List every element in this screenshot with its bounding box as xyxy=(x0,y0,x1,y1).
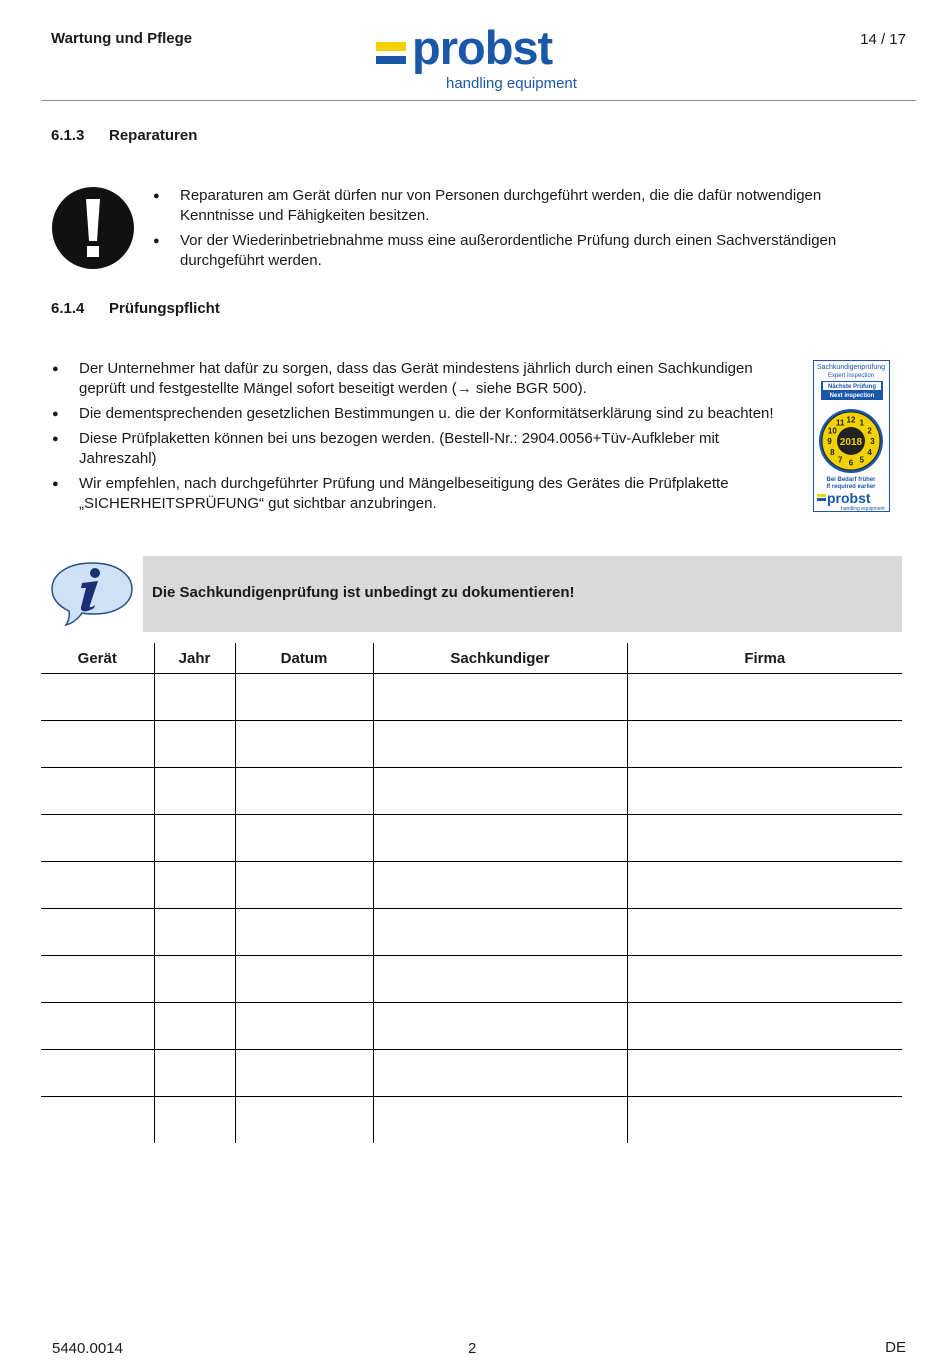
sticker-title: Sachkundigenprüfung xyxy=(816,364,886,371)
table-cell xyxy=(41,768,154,815)
footer-center-number: 2 xyxy=(468,1340,477,1357)
table-row xyxy=(41,768,902,815)
sticker-month-label: 9 xyxy=(827,437,832,446)
inspection-sticker xyxy=(813,360,890,512)
table-header-row xyxy=(41,643,902,674)
column-header-firma: Firma xyxy=(627,643,902,674)
table-cell xyxy=(41,1003,154,1050)
table-row xyxy=(41,1003,902,1050)
table-row xyxy=(41,674,902,721)
sticker-month-label: 3 xyxy=(870,437,875,446)
table-cell xyxy=(627,768,902,815)
footer-language: DE xyxy=(885,1339,906,1356)
table-row xyxy=(41,862,902,909)
table-cell xyxy=(41,909,154,956)
table-cell xyxy=(235,768,373,815)
sticker-month-label: 7 xyxy=(838,455,843,465)
table-cell xyxy=(373,1003,627,1050)
section-number-inspection: 6.1.4 xyxy=(51,300,85,317)
table-cell xyxy=(235,1003,373,1050)
table-cell xyxy=(373,721,627,768)
table-cell xyxy=(41,1097,154,1144)
probst-logo xyxy=(376,21,591,95)
logo-blue-bar xyxy=(376,56,406,64)
table-cell xyxy=(373,862,627,909)
list-item: ● Diese Prüfplaketten können bei uns bezogen werden. (Bestell-Nr.: 2904.0056+Tüv-Aufkleber mit Jahreszahl) xyxy=(52,429,787,469)
table-cell xyxy=(154,768,235,815)
table-cell xyxy=(235,815,373,862)
sticker-year: 2018 xyxy=(839,437,863,448)
table-cell xyxy=(627,815,902,862)
table-cell xyxy=(373,956,627,1003)
table-cell xyxy=(373,909,627,956)
table-cell xyxy=(373,768,627,815)
sticker-month-label: 2 xyxy=(867,426,872,436)
table-cell xyxy=(627,909,902,956)
info-text: Die Sachkundigenprüfung ist unbedingt zu dokumentieren! xyxy=(152,584,575,601)
table-row xyxy=(41,1050,902,1097)
table-row xyxy=(41,1097,902,1144)
inspection-bullet-list xyxy=(52,359,787,519)
column-header-sachkundiger: Sachkundiger xyxy=(373,643,627,674)
sticker-month-label: 8 xyxy=(830,447,835,457)
section-title-repairs: Reparaturen xyxy=(109,127,198,144)
info-callout xyxy=(143,556,902,632)
sticker-month-label: 4 xyxy=(867,447,872,457)
list-item: ● Die dementsprechenden gesetzlichen Bestimmungen u. die der Konformitätserklärung sind zu beachten! xyxy=(52,404,787,424)
table-cell xyxy=(41,674,154,721)
page-counter: 14 / 17 xyxy=(860,31,906,48)
sticker-month-label: 6 xyxy=(848,458,854,468)
header-divider xyxy=(41,100,916,101)
table-row xyxy=(41,815,902,862)
column-header-datum: Datum xyxy=(235,643,373,674)
sticker-note-de: Bei Bedarf früher xyxy=(826,477,876,483)
table-cell xyxy=(627,1050,902,1097)
table-cell xyxy=(627,674,902,721)
section-title-inspection: Prüfungspflicht xyxy=(109,300,220,317)
logo-tagline: handling equipment xyxy=(446,75,577,92)
table-cell xyxy=(154,909,235,956)
table-cell xyxy=(154,721,235,768)
table-cell xyxy=(154,1050,235,1097)
sticker-month-label: 1 xyxy=(859,418,864,428)
table-cell xyxy=(373,1097,627,1144)
column-header-jahr: Jahr xyxy=(154,643,235,674)
table-body xyxy=(41,674,902,1144)
sticker-month-label: 10 xyxy=(827,426,837,436)
list-item: ● Vor der Wiederinbetriebnahme muss eine außerordentliche Prüfung durch einen Sachverständigen durchgeführt werden. xyxy=(153,231,873,271)
table-cell xyxy=(154,862,235,909)
table-row xyxy=(41,956,902,1003)
footer-doc-number: 5440.0014 xyxy=(52,1340,123,1357)
section-number-repairs: 6.1.3 xyxy=(51,127,85,144)
sticker-note-en: If required earlier xyxy=(826,484,876,490)
table-cell xyxy=(373,674,627,721)
column-header-geraet: Gerät xyxy=(41,643,154,674)
table-cell xyxy=(373,815,627,862)
table-cell xyxy=(41,862,154,909)
table-cell xyxy=(41,721,154,768)
table-cell xyxy=(235,721,373,768)
sticker-subtitle: Expert inspection xyxy=(827,373,875,379)
table-cell xyxy=(235,862,373,909)
table-cell xyxy=(235,956,373,1003)
logo-yellow-bar xyxy=(376,42,406,51)
inspection-log-table xyxy=(41,643,902,1143)
list-item: ● Wir empfehlen, nach durchgeführter Prüfung und Mängelbeseitigung des Gerätes die Prüfplakette „SICHERHEITSPRÜFUNG“ gut sichtbar anzubringen. xyxy=(52,474,787,514)
table-cell xyxy=(627,956,902,1003)
table-cell xyxy=(235,1097,373,1144)
logo-wordmark: probst xyxy=(412,21,553,74)
list-item: ● Der Unternehmer hat dafür zu sorgen, dass das Gerät mindestens jährlich durch einen Sachkundigen geprüft und festgestellte Mängel sofort beseitigt werden (→ siehe BGR 500). xyxy=(52,359,787,399)
table-cell xyxy=(627,1003,902,1050)
table-cell xyxy=(154,674,235,721)
table-cell xyxy=(235,1050,373,1097)
sticker-brand: probst xyxy=(827,490,871,506)
table-cell xyxy=(627,1097,902,1144)
table-cell xyxy=(235,909,373,956)
sticker-next-de: Nächste Prüfung xyxy=(827,384,877,390)
table-cell xyxy=(154,1097,235,1144)
table-cell xyxy=(41,815,154,862)
table-cell xyxy=(41,1050,154,1097)
table-cell xyxy=(154,956,235,1003)
table-cell xyxy=(627,721,902,768)
list-item: ● Reparaturen am Gerät dürfen nur von Personen durchgeführt werden, die die dafür notwendigen Kenntnisse und Fähigkeiten besitzen. xyxy=(153,186,873,226)
sticker-month-label: 5 xyxy=(859,455,864,465)
sticker-month-label: 11 xyxy=(836,418,845,428)
exclamation-icon xyxy=(52,187,134,269)
table-row xyxy=(41,909,902,956)
repairs-bullet-list xyxy=(153,186,873,276)
sticker-brand-sub: handling equipment xyxy=(841,506,885,512)
table-cell xyxy=(235,674,373,721)
table-cell xyxy=(373,1050,627,1097)
table-cell xyxy=(41,956,154,1003)
table-row xyxy=(41,721,902,768)
header-title: Wartung und Pflege xyxy=(51,30,193,47)
info-icon xyxy=(50,560,134,626)
sticker-month-label: 12 xyxy=(846,415,856,425)
table-cell xyxy=(627,862,902,909)
table-cell xyxy=(154,815,235,862)
table-cell xyxy=(154,1003,235,1050)
sticker-next-en: Next inspection xyxy=(829,393,875,399)
